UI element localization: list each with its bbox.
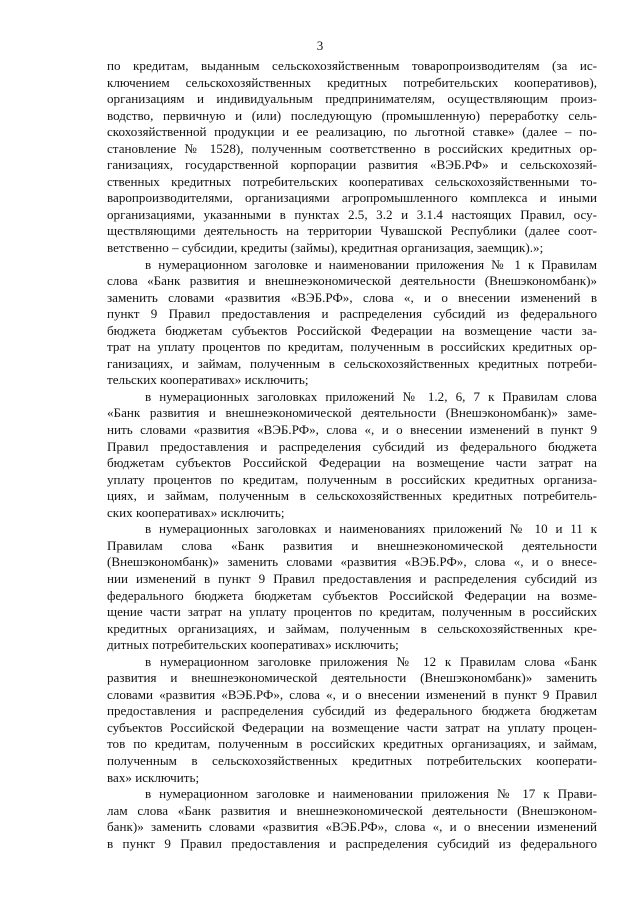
text-line: предоставления и распределения субсидий из федерального бюджета бюджетам (107, 703, 597, 719)
text-line: ганизациях, государственной корпорации развития «ВЭБ.РФ» и сельскохозяй- (107, 157, 597, 173)
text-line: щение части затрат на уплату процентов по кредитам, полученным в российских (107, 604, 597, 620)
text-line: в нумерационных заголовках и наименованиях приложений № 10 и 11 к (145, 521, 597, 537)
text-line: организациям и индивидуальным предпринимателям, осуществляющим произ- (107, 91, 597, 107)
text-line: бюджетам субъектов Российской Федерации на возмещение части затрат на (107, 455, 597, 471)
text-line: Правилам слова «Банк развития и внешнеэкономической деятельности (107, 537, 597, 553)
text-line: трат на уплату процентов по кредитам, полученным в российских кредитных ор- (107, 339, 597, 355)
text-line: дитных потребительских кооперативах» исключить; (107, 637, 399, 653)
text-line: тельских кооперативах» исключить; (107, 372, 309, 388)
text-line: заменить словами «развития «ВЭБ.РФ», слова «, и о внесении изменений в (107, 289, 597, 305)
text-line: бюджета бюджетам субъектов Российской Федерации на возмещение части за- (107, 322, 597, 338)
text-line: вах» исключить; (107, 769, 200, 785)
text-line: в нумерационном заголовке и наименовании приложения № 17 к Прави- (145, 786, 597, 802)
text-line: в нумерационном заголовке приложения № 12 к Правилам слова «Банк (145, 653, 597, 669)
text-line: уплату процентов по кредитам, полученным в российских кредитных организа- (107, 471, 597, 487)
text-line: нии изменений в пункт 9 Правил предоставления и распределения субсидий из (107, 570, 597, 586)
text-line: в нумерационном заголовке и наименовании приложения № 1 к Правилам (145, 256, 597, 272)
text-line: в нумерационных заголовках приложений № 1.2, 6, 7 к Правилам слова (145, 388, 597, 404)
body-text (107, 58, 597, 852)
text-line: лам слова «Банк развития и внешнеэкономической деятельности (Внешэконом- (107, 802, 597, 818)
text-line: (Внешэкономбанк)» заменить словами «развития «ВЭБ.РФ», слова «, и о внесе- (107, 554, 597, 570)
text-line: развития и внешнеэкономической деятельности (Внешэкономбанк)» заменить (107, 670, 597, 686)
text-line: водство, первичную и (или) последующую (промышленную) переработку сель- (107, 107, 597, 123)
text-line: по кредитам, выданным сельскохозяйственным товаропроизводителям (за ис- (107, 58, 597, 73)
text-line: нить словами «развития «ВЭБ.РФ», слова «, и о внесении изменений в пункт 9 (107, 422, 597, 438)
text-line: ществляющими деятельность на территории Чувашской Республики (далее соот- (107, 223, 597, 239)
text-line: слова «Банк развития и внешнеэкономической деятельности (Внешэкономбанк)» (107, 273, 597, 289)
text-line: кредитных организациях, и займам, полученным в сельскохозяйственных кре- (107, 620, 597, 636)
text-line: в пункт 9 Правил предоставления и распределения субсидий из федерального (107, 835, 597, 851)
text-line: Правил предоставления и распределения субсидий из федерального бюджета (107, 438, 597, 454)
text-line: ветственно – субсидии, кредиты (займы), кредитная организация, заемщик).»; (107, 240, 544, 256)
text-line: тов по кредитам, полученным в российских кредитных организациях, и займам, (107, 736, 597, 752)
text-line: полученным в сельскохозяйственных кредитных потребительских кооперати- (107, 752, 597, 768)
text-line: «Банк развития и внешнеэкономической деятельности (Внешэкономбанк)» заме- (107, 405, 597, 421)
text-line: варопроизводителями, организациями агропромышленного комплекса и иными (107, 190, 597, 206)
text-line: организациями, указанными в пунктах 2.5, 3.2 и 3.1.4 настоящих Правил, осу- (107, 206, 597, 222)
text-line: ственных кредитных потребительских кооперативах сельскохозяйственными то- (107, 173, 597, 189)
text-line: скохозяйственной продукции и ее реализацию, по льготной ставке» (далее – по- (107, 124, 597, 140)
text-line: банк)» заменить словами «развития «ВЭБ.РФ», слова «, и о внесении изменений (107, 819, 597, 835)
text-line: становление № 1528), полученным соответственно в российских кредитных ор- (107, 140, 597, 156)
page-number: 3 (316, 38, 324, 53)
text-line: ских кооперативах» исключить; (107, 504, 285, 520)
text-line: ганизациях, и займам, полученным в сельскохозяйственных кредитных потреби- (107, 355, 597, 371)
text-line: циях, и займам, полученным в сельскохозяйственных кредитных потребитель- (107, 488, 597, 504)
text-line: словами «развития «ВЭБ.РФ», слова «, и о внесении изменений в пункт 9 Правил (107, 686, 597, 702)
text-line: ключением сельскохозяйственных кредитных потребительских кооперативов), (107, 74, 597, 90)
text-line: пункт 9 Правил предоставления и распределения субсидий из федерального (107, 306, 597, 322)
text-line: субъектов Российской Федерации на возмещение части затрат на уплату процен- (107, 719, 597, 735)
text-line: федерального бюджета бюджетам субъектов Российской Федерации на возме- (107, 587, 597, 603)
